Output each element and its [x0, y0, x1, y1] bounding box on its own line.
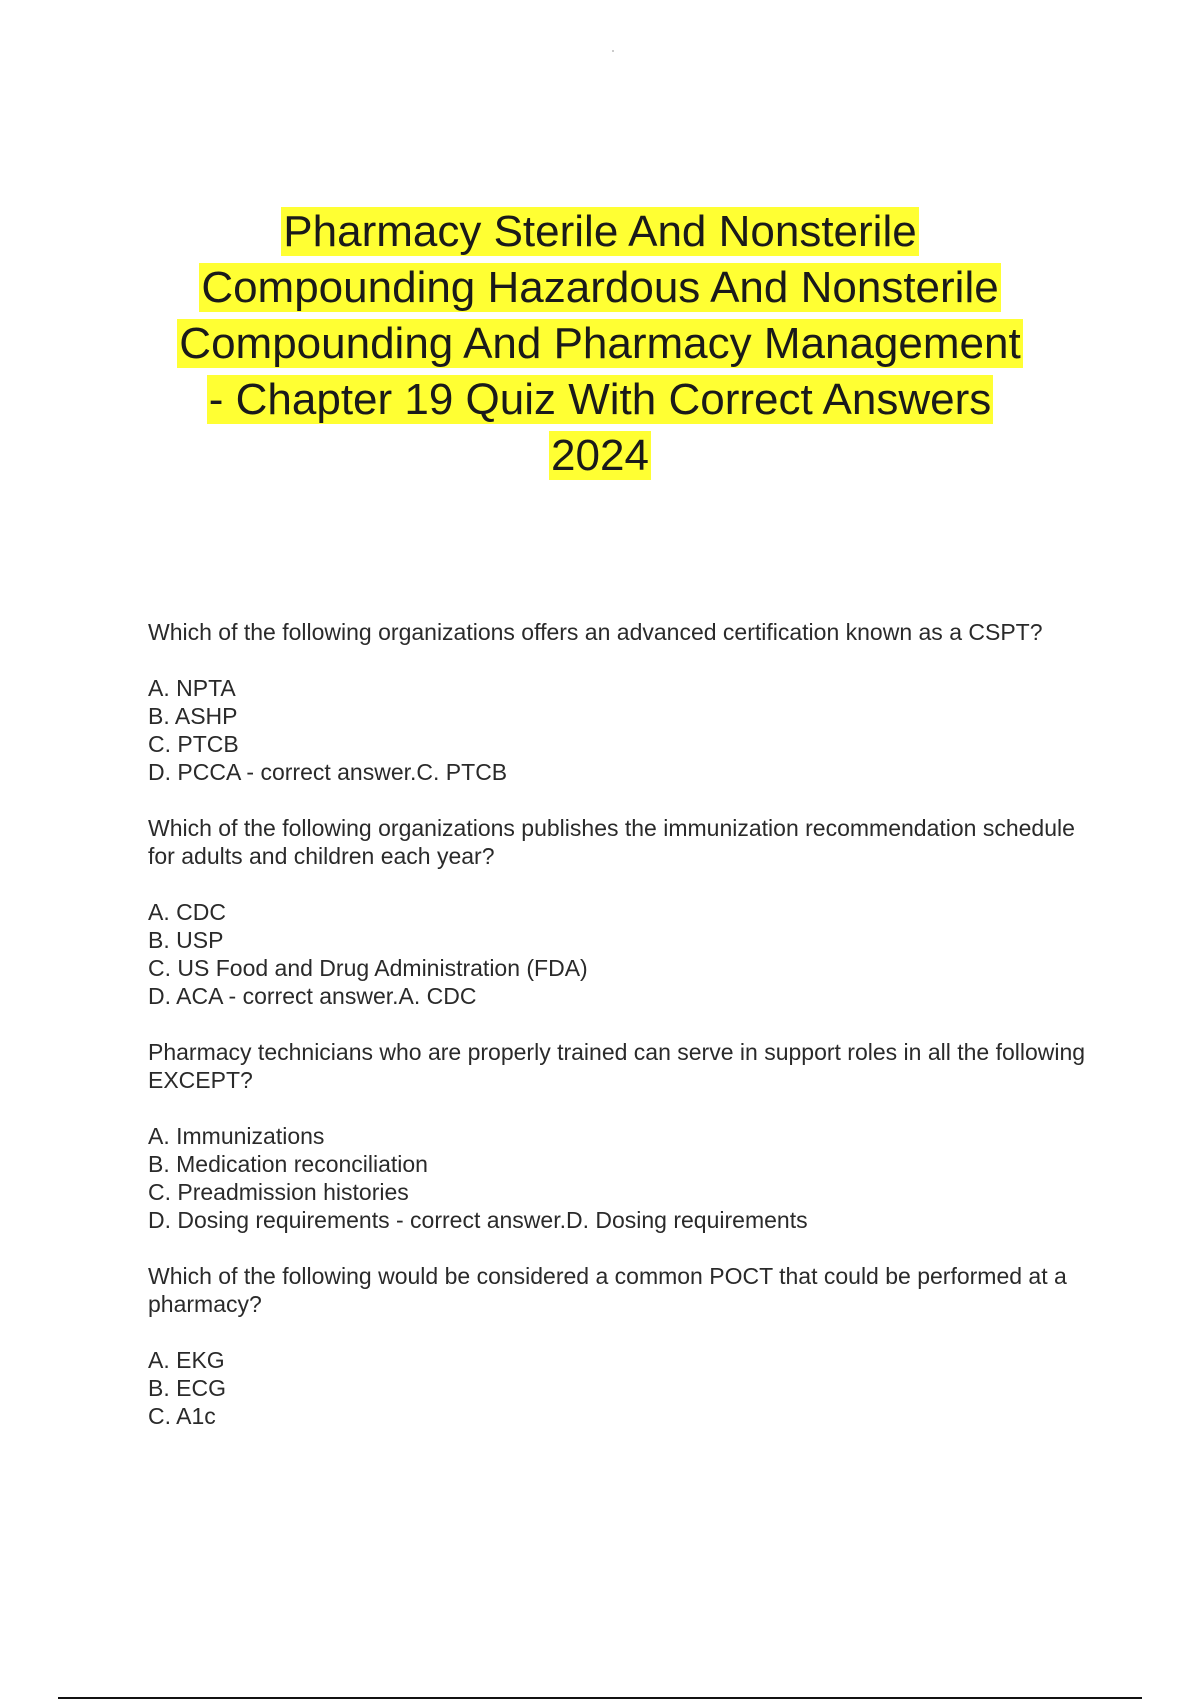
answer-option: A. EKG — [148, 1347, 225, 1373]
answer-options — [148, 1346, 1098, 1430]
title-line: Compounding And Pharmacy Management — [179, 319, 1021, 368]
answer-options — [148, 674, 1098, 786]
answer-option: C. US Food and Drug Administration (FDA) — [148, 955, 588, 981]
quiz-content — [148, 618, 1098, 1458]
question-text: Pharmacy technicians who are properly trained can serve in support roles in all the following EXCEPT? — [148, 1039, 1086, 1093]
answer-option-with-correct-answer: D. Dosing requirements - correct answer.D. Dosing requirements — [148, 1207, 808, 1233]
answer-option: B. Medication reconciliation — [148, 1151, 428, 1177]
answer-option: C. A1c — [148, 1403, 216, 1429]
answer-option-with-correct-answer: D. PCCA - correct answer.C. PTCB — [148, 759, 508, 785]
question-text: Which of the following would be considered a common POCT that could be performed at a pharmacy? — [148, 1263, 1067, 1317]
title-line: - Chapter 19 Quiz With Correct Answers — [208, 375, 992, 424]
answer-option: B. USP — [148, 927, 224, 953]
title-line: Compounding Hazardous And Nonsterile — [201, 263, 999, 312]
answer-option: B. ECG — [148, 1375, 226, 1401]
answer-option: A. NPTA — [148, 675, 236, 701]
answer-option-with-correct-answer: D. ACA - correct answer.A. CDC — [148, 983, 477, 1009]
page-bottom-rule — [58, 1697, 1142, 1699]
answer-options — [148, 898, 1098, 1010]
answer-options — [148, 1122, 1098, 1234]
title-line: 2024 — [551, 431, 649, 480]
answer-option: C. PTCB — [148, 731, 239, 757]
document-title — [130, 204, 1070, 484]
answer-option: A. Immunizations — [148, 1123, 325, 1149]
question-text: Which of the following organizations publishes the immunization recommendation schedule for adults and children each year? — [148, 815, 1075, 869]
answer-option: C. Preadmission histories — [148, 1179, 409, 1205]
question-text: Which of the following organizations offers an advanced certification known as a CSPT? — [148, 619, 1043, 645]
title-line: Pharmacy Sterile And Nonsterile — [283, 207, 917, 256]
answer-option: A. CDC — [148, 899, 226, 925]
answer-option: B. ASHP — [148, 703, 238, 729]
scan-dot — [612, 50, 614, 52]
